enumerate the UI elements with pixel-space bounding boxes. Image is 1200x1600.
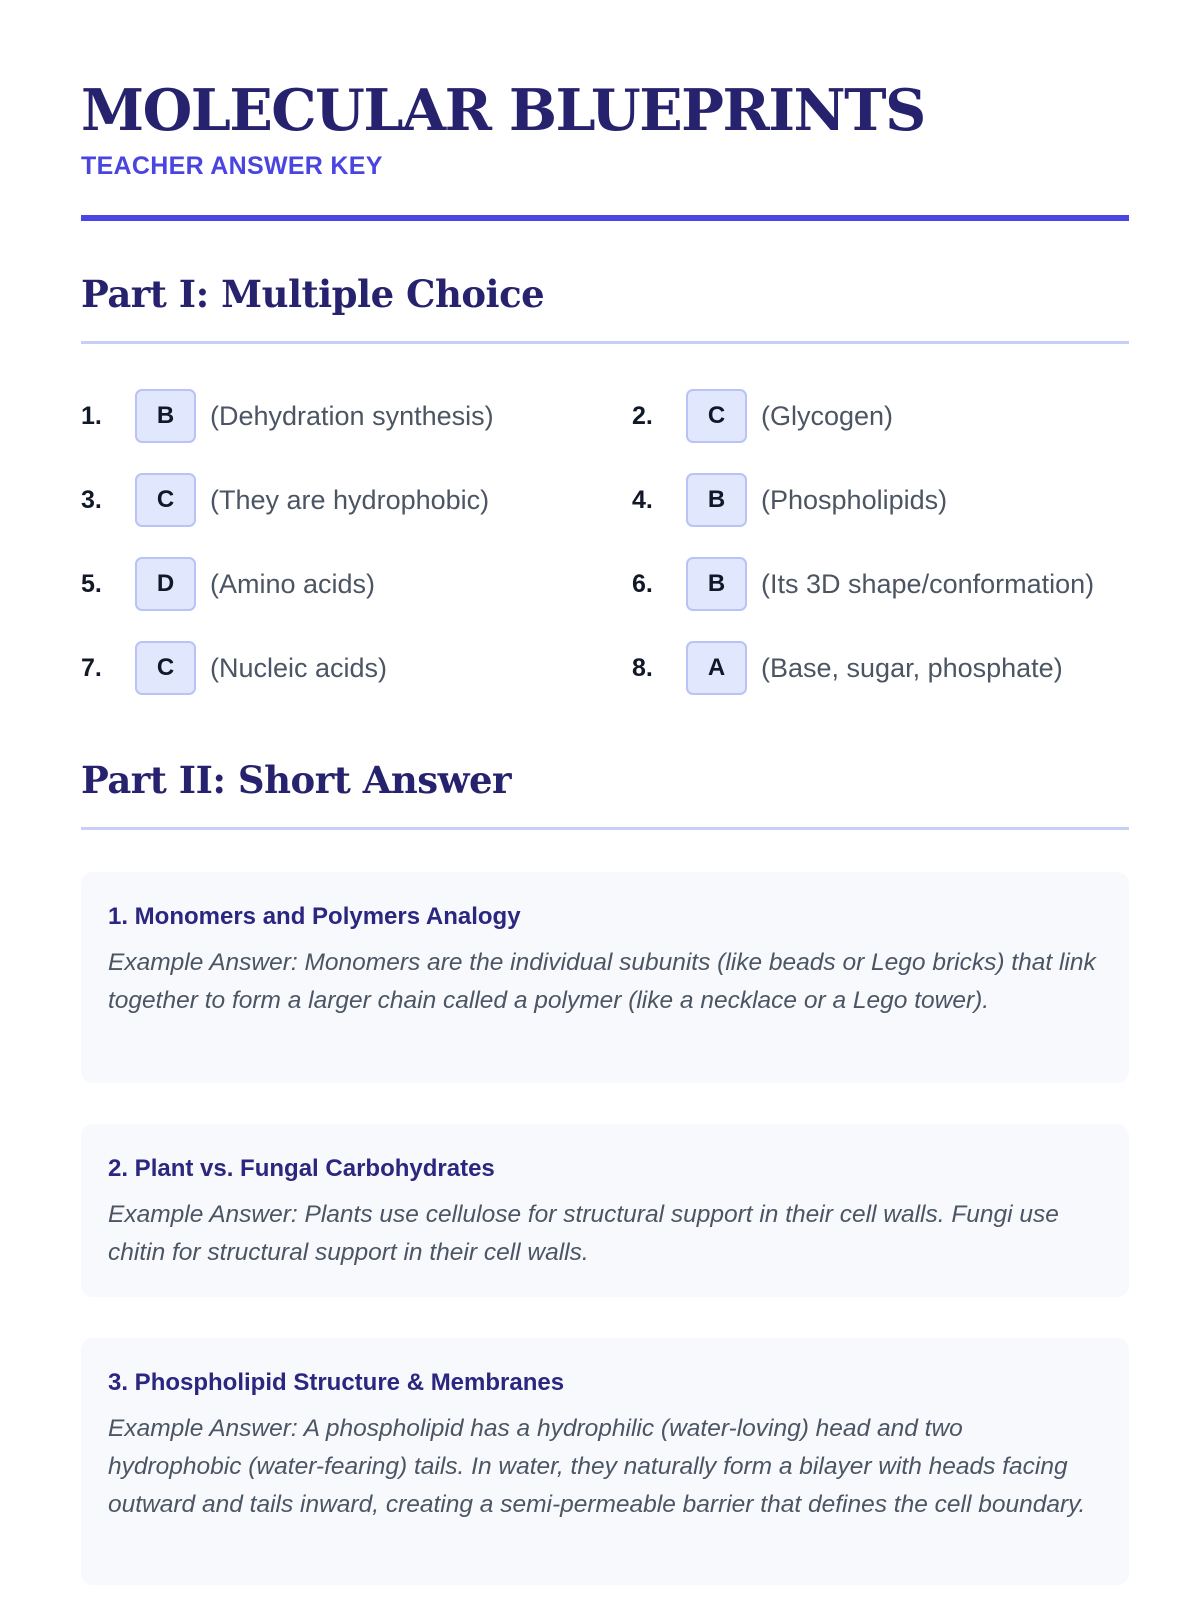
mc-description: (Dehydration synthesis) <box>210 400 494 431</box>
mc-answer-1 <box>81 388 494 444</box>
mc-description: (Nucleic acids) <box>210 652 388 683</box>
mc-description: (Phospholipids) <box>761 484 948 515</box>
mc-letter-badge: B <box>135 389 196 443</box>
mc-letter-badge: D <box>135 557 196 611</box>
mc-letter-badge: B <box>686 557 747 611</box>
mc-letter-badge: C <box>686 389 747 443</box>
short-answer-text: Example Answer: A phospholipid has a hydrophilic (water-loving) head and two hydrophobic (water-fearing) tails. In water, they naturally form a bilayer with heads facing outward and tails inward, creating a semi-permeable barrier that defines the cell boundary. <box>108 1415 1086 1518</box>
mc-number: 8. <box>632 653 653 682</box>
mc-number: 7. <box>81 653 102 682</box>
short-answer-heading: 2. Plant vs. Fungal Carbohydrates <box>108 1155 495 1182</box>
mc-letter-badge: A <box>686 641 747 695</box>
mc-answer-5 <box>81 556 375 612</box>
short-answer-heading: 3. Phospholipid Structure & Membranes <box>108 1369 565 1396</box>
mc-answer-2 <box>632 388 893 444</box>
part-2-divider <box>81 827 1129 830</box>
mc-number: 2. <box>632 401 653 430</box>
mc-letter-badge: C <box>135 641 196 695</box>
mc-number: 4. <box>632 485 653 514</box>
mc-answer-4 <box>632 472 947 528</box>
mc-description: (Amino acids) <box>210 568 376 599</box>
mc-letter-badge: B <box>686 473 747 527</box>
short-answer-card-3 <box>81 1338 1129 1585</box>
title-divider <box>81 215 1129 221</box>
mc-answer-7 <box>81 640 387 696</box>
mc-description: (Its 3D shape/conformation) <box>761 568 1095 599</box>
document-title: MOLECULAR BLUEPRINTS <box>81 77 925 144</box>
mc-answer-6 <box>632 556 1094 612</box>
short-answer-text: Example Answer: Monomers are the individual subunits (like beads or Lego bricks) that link together to form a larger chain called a polymer (like a necklace or a Lego tower). <box>108 949 1096 1014</box>
part-1-title: Part I: Multiple Choice <box>81 272 545 316</box>
mc-number: 1. <box>81 401 102 430</box>
mc-description: (Base, sugar, phosphate) <box>761 652 1063 683</box>
part-1-divider <box>81 341 1129 344</box>
short-answer-heading: 1. Monomers and Polymers Analogy <box>108 903 521 930</box>
short-answer-card-1 <box>81 872 1129 1083</box>
mc-letter-badge: C <box>135 473 196 527</box>
mc-description: (They are hydrophobic) <box>210 484 490 515</box>
mc-answer-3 <box>81 472 489 528</box>
short-answer-text: Example Answer: Plants use cellulose for structural support in their cell walls. Fungi use chitin for structural support in their cell walls. <box>108 1201 1059 1266</box>
mc-number: 6. <box>632 569 653 598</box>
part-2-title: Part II: Short Answer <box>81 758 512 802</box>
mc-number: 5. <box>81 569 102 598</box>
short-answer-card-2 <box>81 1124 1129 1297</box>
mc-description: (Glycogen) <box>761 400 894 431</box>
mc-number: 3. <box>81 485 102 514</box>
document-subtitle: TEACHER ANSWER KEY <box>81 152 383 180</box>
mc-answer-8 <box>632 640 1063 696</box>
